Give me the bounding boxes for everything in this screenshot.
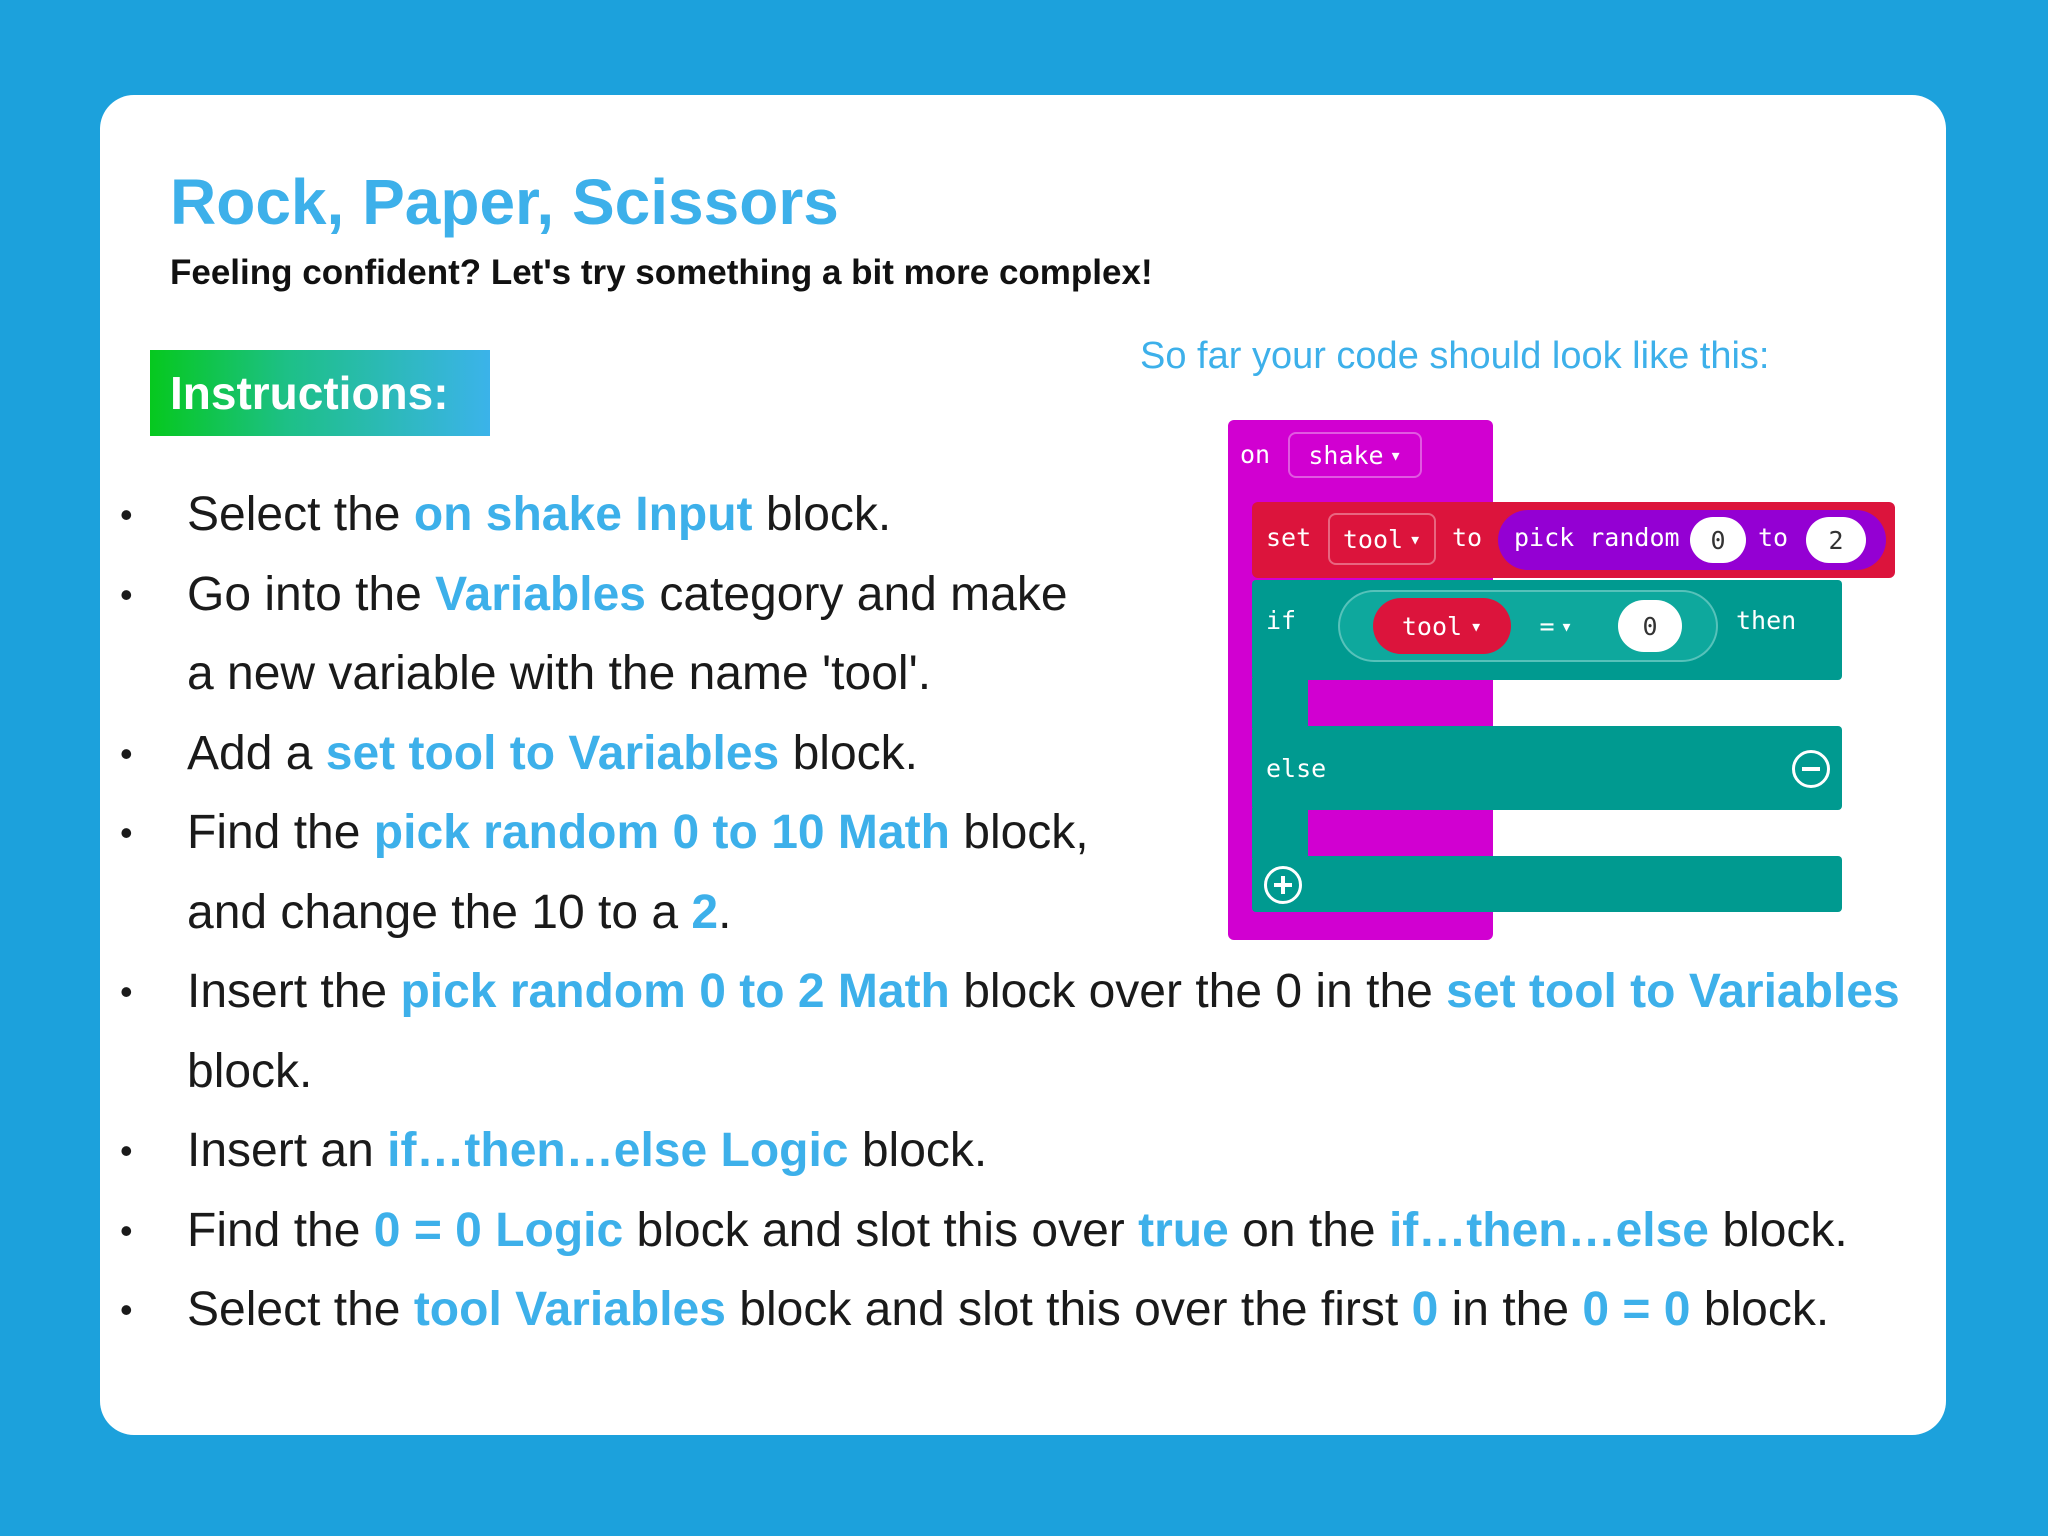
instruction-step	[120, 1191, 1997, 1271]
chevron-down-icon: ▾	[1409, 527, 1422, 551]
instruction-step	[120, 555, 1087, 714]
chevron-down-icon: ▾	[1470, 614, 1483, 638]
step-text: Find the	[187, 1203, 374, 1257]
step-text: block and slot this over the first	[725, 1283, 1412, 1336]
compare-value: 0	[1642, 611, 1658, 641]
instruction-step	[120, 714, 1287, 794]
event-dropdown	[1288, 432, 1422, 478]
on-label: on	[1240, 440, 1271, 469]
highlighted-term: 0 = 0	[1582, 1283, 1691, 1336]
step-text: Select the	[187, 1283, 414, 1336]
instruction-step	[120, 475, 1287, 555]
to-label: to	[1452, 523, 1483, 552]
instructions-badge	[150, 350, 490, 436]
highlighted-term: true	[1138, 1203, 1229, 1257]
highlighted-term: Variables	[435, 567, 646, 621]
highlighted-term: 0 = 0 Logic	[373, 1203, 624, 1257]
highlighted-term: if…then…else	[1388, 1203, 1709, 1257]
step-text: Insert the	[187, 965, 401, 1018]
highlighted-term: pick random 0 to 10 Math	[373, 806, 950, 859]
instruction-list	[120, 475, 2017, 1350]
highlighted-term: 2	[691, 885, 719, 939]
highlighted-term: if…then…else Logic	[387, 1124, 849, 1177]
range-from-value: 0	[1710, 525, 1726, 555]
instruction-card	[100, 95, 1946, 1435]
highlighted-term: set tool to Variables	[325, 726, 780, 780]
step-text: block.	[1690, 1283, 1830, 1336]
step-text: block.	[779, 726, 918, 780]
step-text: block.	[187, 1044, 313, 1098]
step-text: block and slot this over	[623, 1203, 1139, 1257]
page-title: Rock, Paper, Scissors	[170, 166, 839, 238]
instructions-badge-label: Instructions:	[170, 367, 449, 419]
else-label: else	[1266, 754, 1327, 783]
operator-symbol: =	[1539, 611, 1555, 641]
step-text: Add a	[187, 726, 326, 780]
step-text: block.	[848, 1124, 988, 1177]
instruction-step	[120, 1270, 2017, 1350]
highlighted-term: on shake Input	[413, 488, 753, 541]
step-text: block.	[752, 488, 892, 541]
highlighted-term: 0	[1411, 1283, 1439, 1336]
set-label: set	[1266, 523, 1312, 552]
code-caption: So far your code should look like this:	[1140, 335, 1770, 377]
if-label: if	[1266, 606, 1297, 635]
range-to-label: to	[1758, 523, 1789, 552]
event-name: shake	[1308, 440, 1384, 470]
instruction-step	[120, 793, 1127, 952]
condition-variable: tool	[1401, 611, 1463, 641]
range-to-value: 2	[1828, 525, 1844, 555]
instruction-step	[120, 952, 1997, 1111]
chevron-down-icon: ▾	[1560, 614, 1573, 638]
chevron-down-icon: ▾	[1389, 443, 1402, 467]
page-subtitle: Feeling confident? Let's try something a bit more complex!	[170, 253, 1153, 292]
step-text: Insert an	[187, 1124, 388, 1177]
highlighted-term: tool Variables	[413, 1283, 726, 1336]
step-text: category and make a new variable with the name 'tool'.	[187, 567, 1068, 700]
step-text: block, and change the 10 to a	[187, 806, 1089, 939]
instruction-step	[120, 1111, 1287, 1191]
step-text: in the	[1438, 1283, 1583, 1336]
pick-random-label: pick random	[1514, 523, 1680, 552]
step-text: .	[718, 885, 732, 939]
step-text: Select the	[187, 488, 414, 541]
step-text: block over the 0 in the	[949, 965, 1447, 1018]
highlighted-term: set tool to Variables	[1446, 965, 1900, 1018]
variable-name: tool	[1342, 524, 1404, 554]
step-text: Go into the	[187, 567, 436, 621]
step-text: Find the	[187, 806, 374, 859]
then-label: then	[1736, 606, 1797, 635]
highlighted-term: pick random 0 to 2 Math	[400, 965, 950, 1018]
step-text: on the	[1228, 1203, 1389, 1257]
step-text: block.	[1709, 1203, 1848, 1257]
